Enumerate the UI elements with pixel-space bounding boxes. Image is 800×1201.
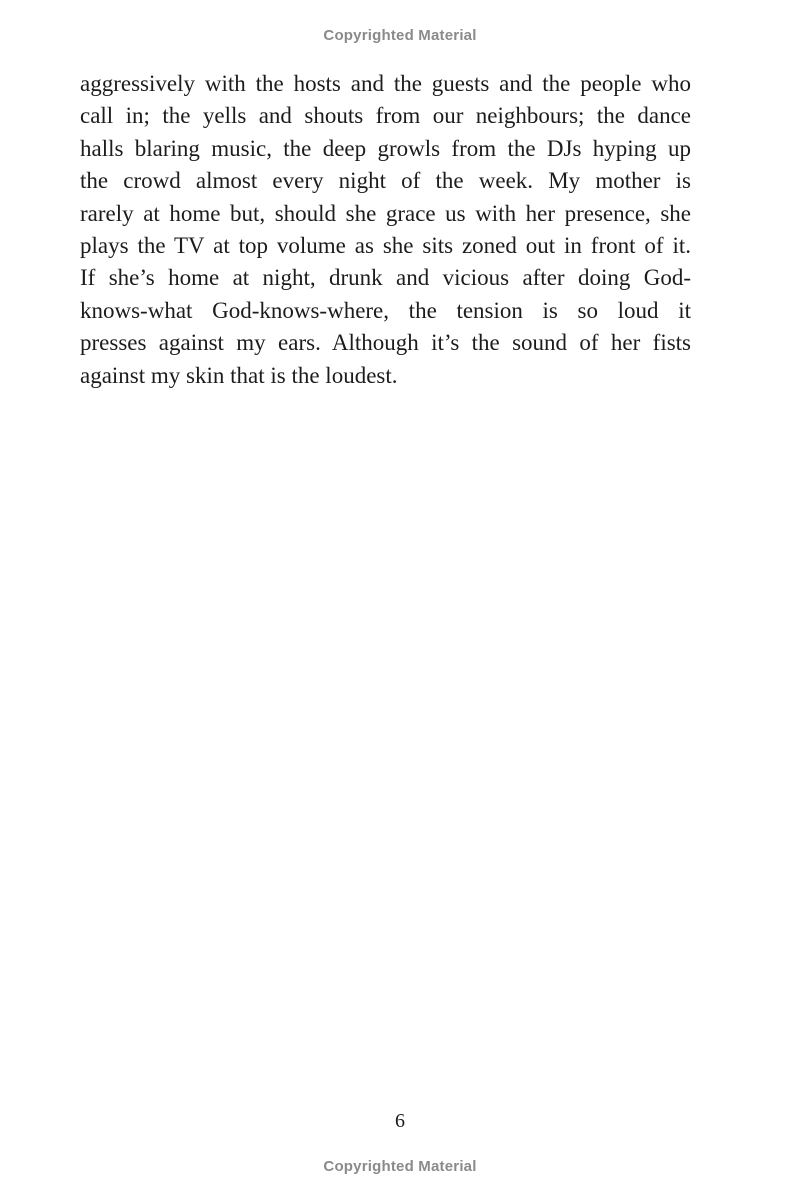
text-line: halls blaring music, the deep growls from the DJs hyping up: [80, 135, 691, 161]
text-line: plays the TV at top volume as she sits zoned out in front of it.: [80, 232, 691, 258]
text-line: the crowd almost every night of the week. My mother is: [80, 168, 691, 194]
page-number: 6: [395, 1110, 405, 1132]
text-line: aggressively with the hosts and the guests and the people who: [80, 71, 691, 96]
text-line: presses against my ears. Although it’s the sound of her fists: [80, 330, 691, 356]
text-line: knows-what God-knows-where, the tension is so loud it: [80, 297, 691, 323]
watermark-bottom: Copyrighted Material: [323, 1158, 477, 1175]
text-line: If she’s home at night, drunk and vicious after doing God-: [80, 265, 691, 291]
body-paragraph: [80, 68, 691, 392]
text-line: call in; the yells and shouts from our neighbours; the dance: [80, 103, 691, 129]
text-line: rarely at home but, should she grace us with her presence, she: [80, 200, 691, 226]
text-line: against my skin that is the loudest.: [80, 362, 398, 388]
watermark-top: Copyrighted Material: [323, 27, 477, 44]
